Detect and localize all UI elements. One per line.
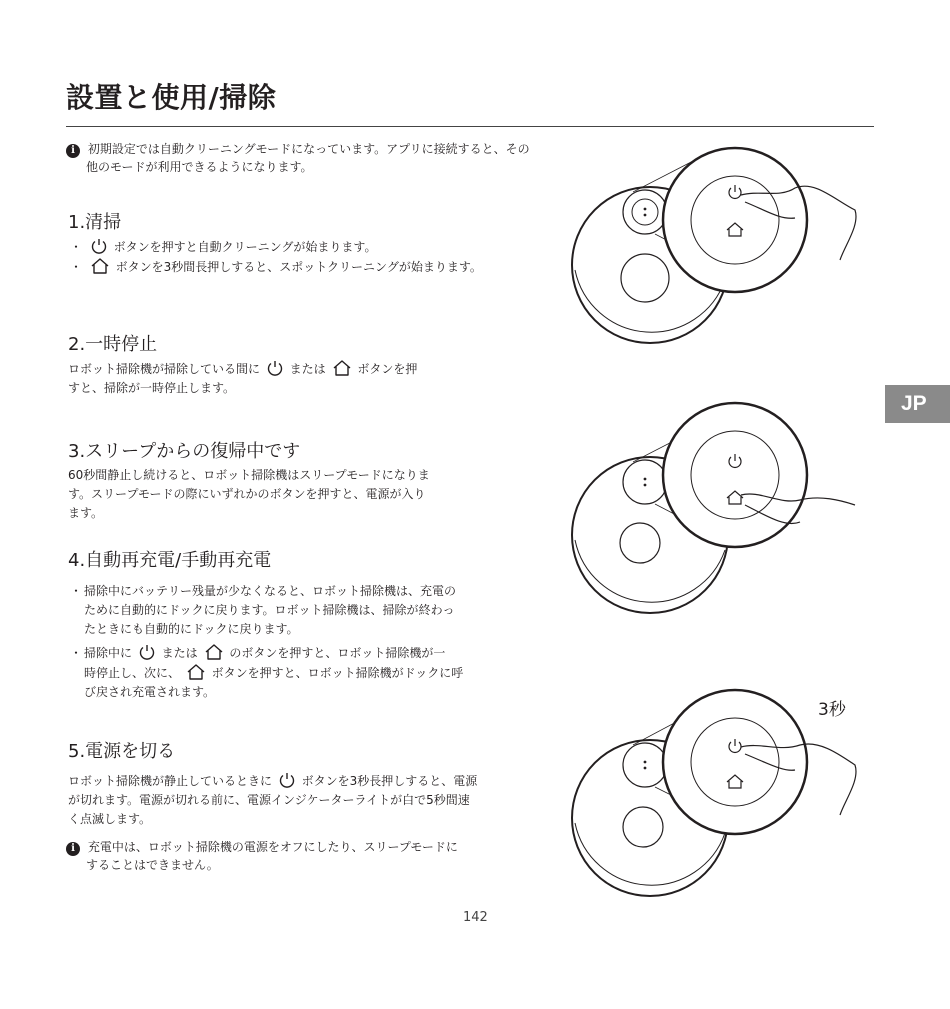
info-icon: i	[66, 842, 80, 856]
long-press-label: 3秒	[818, 700, 846, 720]
power-icon	[138, 643, 156, 661]
intro-note-line1: 初期設定では自動クリーニングモードになっています。アプリに接続すると、その	[87, 142, 530, 156]
recharge-bullet-1: ・ 掃除中にバッテリー残量が少なくなると、ロボット掃除機は、充電の ために自動的にドックに戻ります。ロボット掃除機は、掃除が終わっ たときにも自動的にドックに戻ります。	[70, 584, 457, 636]
page-title: 設置と使用/掃除	[66, 81, 277, 114]
power-icon	[278, 771, 296, 789]
recharge-bullet-2: ・ 掃除中に または のボタンを押すと、ロボット掃除機が一 時停止し、次に、 ボタンを押すと、ロボット掃除機がドックに呼 び戻され充電されます。	[70, 643, 463, 702]
section-pause-heading: 2.一時停止	[68, 334, 158, 355]
section-cleaning-heading: 1.清掃	[68, 212, 122, 233]
home-icon	[204, 643, 224, 661]
home-icon	[332, 359, 352, 377]
page-number: 142	[463, 910, 488, 925]
section-power-off-heading: 5.電源を切る	[68, 741, 176, 762]
robot-illustration-long-press	[555, 690, 875, 905]
language-tab: JP	[885, 385, 950, 423]
robot-illustration-home	[555, 410, 875, 625]
info-icon: i	[66, 144, 80, 158]
section-recharge-heading: 4.自動再充電/手動再充電	[68, 550, 272, 571]
pause-text: ロボット掃除機が掃除している間に または ボタンを押 すと、掃除が一時停止します。	[68, 359, 417, 398]
robot-illustration-power	[555, 150, 875, 365]
home-icon	[90, 257, 110, 275]
title-divider	[66, 126, 874, 127]
section-sleep-heading: 3.スリープからの復帰中です	[68, 441, 301, 462]
power-off-note: i 充電中は、ロボット掃除機の電源をオフにしたり、スリープモードに することはできません。	[66, 838, 458, 874]
power-off-text: ロボット掃除機が静止しているときに ボタンを3秒長押しすると、電源 が切れます。電源が切れる前に、電源インジケーターライトが白で5秒間速 く点滅します。	[68, 771, 477, 829]
cleaning-bullet-2: ・ ボタンを3秒間長押しすると、スポットクリーニングが始まります。	[70, 257, 482, 277]
power-icon	[90, 237, 108, 255]
cleaning-bullet-1: ・ ボタンを押すと自動クリーニングが始まります。	[70, 237, 376, 257]
intro-note	[66, 140, 530, 176]
power-icon	[266, 359, 284, 377]
intro-note-line2: 他のモードが利用できるようになります。	[86, 160, 313, 174]
sleep-text: 60秒間静止し続けると、ロボット掃除機はスリープモードになりま す。スリープモードの際にいずれかのボタンを押すと、電源が入り ます。	[68, 468, 430, 520]
home-icon	[186, 663, 206, 681]
